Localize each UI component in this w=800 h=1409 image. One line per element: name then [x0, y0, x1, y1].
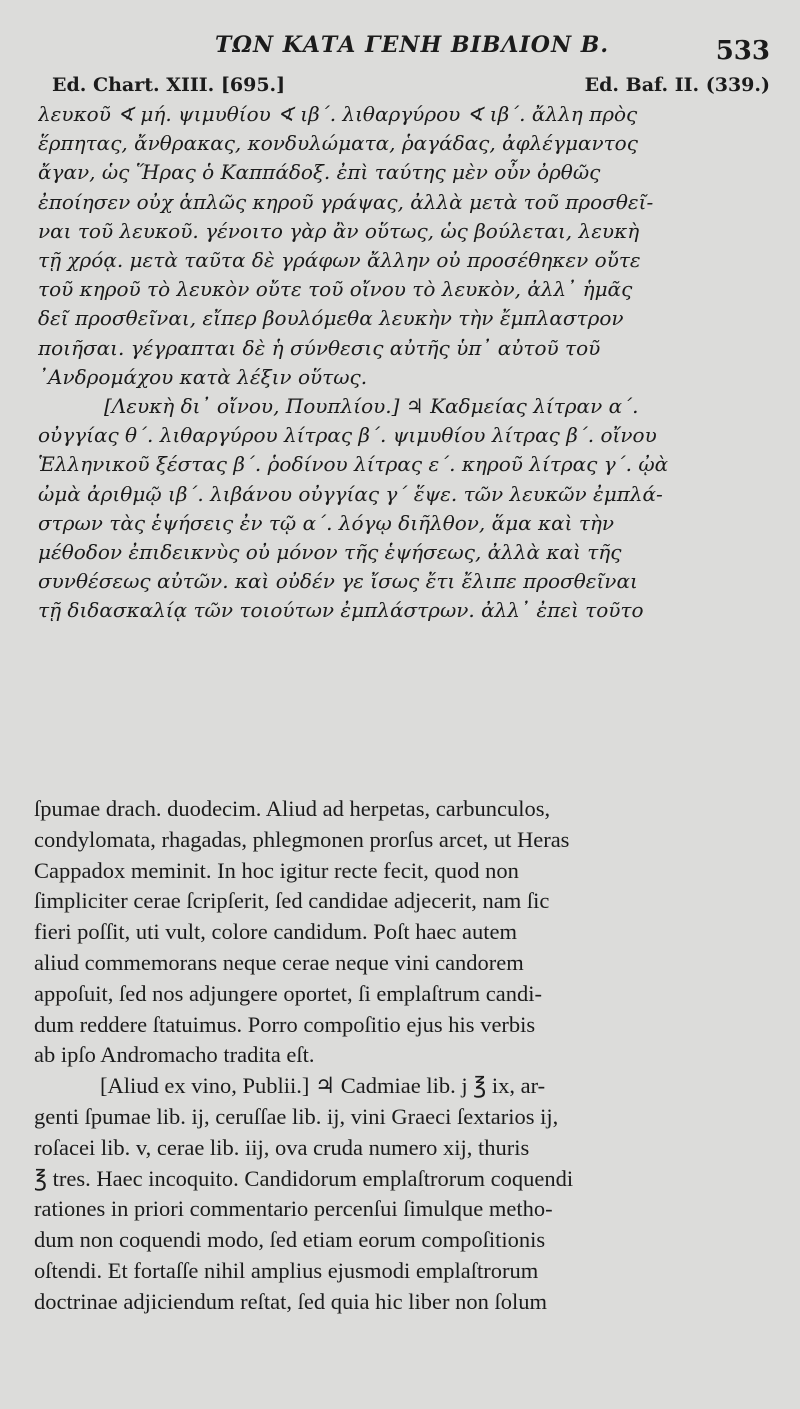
- greek-line: λευκοῦ ∢ μή. ψιμυθίου ∢ ιβ΄. λιθαργύρου ∢ ιβ΄. ἄλλη πρὸς: [38, 102, 638, 126]
- latin-line: roſacei lib. v, cerae lib. iij, ova cruda numero xij, thuris: [34, 1134, 530, 1160]
- latin-line: ſimpliciter cerae ſcripſerit, ſed candidae adjecerit, nam ſic: [34, 888, 550, 914]
- greek-line: Ἑλληνικοῦ ξέστας β΄. ῥοδίνου λίτρας ε΄. κηροῦ λίτρας γ΄. ᾠὰ: [38, 452, 669, 477]
- greek-line: τῇ διδασκαλίᾳ τῶν τοιούτων ἐμπλάστρων. ἀλλ᾽ ἐπεὶ τοῦτο: [38, 598, 644, 623]
- running-head: [0, 30, 800, 70]
- latin-line: oſtendi. Et fortaſſe nihil amplius ejusmodi emplaſtrorum: [34, 1257, 539, 1283]
- greek-line: ᾿Ανδρομάχου κατὰ λέξιν οὕτως.: [38, 364, 368, 389]
- latin-line: Cappadox meminit. In hoc igitur recte fecit, quod non: [34, 857, 519, 883]
- latin-text-block: [34, 794, 770, 1318]
- latin-line: ℥ tres. Haec incoquito. Candidorum emplaſtrorum coquendi: [34, 1165, 574, 1191]
- greek-line: τοῦ κηροῦ τὸ λευκὸν οὔτε τοῦ οἴνου τὸ λευκὸν, ἀλλ᾽ ἡμᾶς: [38, 277, 633, 302]
- greek-line: μέθοδον ἐπιδεικνὺς οὐ μόνον τῆς ἑψήσεως, ἀλλὰ καὶ τῆς: [38, 540, 622, 565]
- greek-line: στρων τὰς ἑψήσεις ἐν τῷ α΄. λόγῳ διῆλθον, ἅμα καὶ τὴν: [38, 510, 615, 535]
- edition-reference-line: [0, 74, 800, 102]
- latin-recipe-heading-line: [Aliud ex vino, Publii.] ♃ Cadmiae lib. j ℥ ix, ar-: [100, 1073, 546, 1099]
- latin-line: dum non coquendi modo, ſed etiam eorum compoſitionis: [34, 1227, 546, 1253]
- running-title: ΤΩΝ ΚΑΤΑ ΓΕΝΗ ΒΙΒΛΙΟΝ Β.: [215, 32, 609, 58]
- greek-line: τῇ χρόᾳ. μετὰ ταῦτα δὲ γράφων ἄλλην οὐ προσέθηκεν οὔτε: [38, 248, 641, 273]
- greek-line: συνθέσεως αὐτῶν. καὶ οὐδέν γε ἴσως ἔτι ἔλιπε προσθεῖναι: [38, 569, 638, 594]
- latin-line: dum reddere ſtatuimus. Porro compoſitio ejus his verbis: [34, 1011, 536, 1037]
- latin-line: genti ſpumae lib. ij, ceruſſae lib. ij, vini Graeci ſextarios ij,: [34, 1103, 559, 1129]
- greek-text-block: [38, 100, 768, 626]
- greek-line: οὐγγίας θ΄. λιθαργύρου λίτρας β΄. ψιμυθίου λίτρας β΄. οἴνου: [38, 423, 657, 448]
- latin-line: ſpumae drach. duodecim. Aliud ad herpetas, carbunculos,: [34, 796, 551, 821]
- greek-line: ἐποίησεν οὐχ ἁπλῶς κηροῦ γράψας, ἀλλὰ μετὰ τοῦ προσθεῖ-: [38, 189, 654, 214]
- greek-line: ἕρπητας, ἄνθρακας, κονδυλώματα, ῥαγάδας, ἀφλέγμαντος: [38, 131, 638, 156]
- latin-line: aliud commemorans neque cerae neque vini candorem: [34, 949, 524, 975]
- greek-line: ποιῆσαι. γέγραπται δὲ ἡ σύνθεσις αὐτῆς ὑπ᾽ αὐτοῦ τοῦ: [38, 335, 601, 360]
- latin-line: appoſuit, ſed nos adjungere oportet, ſi emplaſtrum candi-: [34, 980, 542, 1006]
- latin-line: ab ipſo Andromacho tradita eſt.: [34, 1042, 315, 1068]
- edition-basel-ref: Ed. Baf. II. (339.): [584, 74, 770, 96]
- latin-line: rationes in priori commentario percenſui ſimulque metho-: [34, 1196, 553, 1222]
- greek-line: δεῖ προσθεῖναι, εἴπερ βουλόμεθα λευκὴν τὴν ἔμπλαστρον: [38, 306, 624, 331]
- greek-line: ναι τοῦ λευκοῦ. γένοιτο γὰρ ἂν οὕτως, ὡς βούλεται, λευκὴ: [38, 218, 640, 243]
- greek-line: ὠμὰ ἀριθμῷ ιβ΄. λιβάνου οὐγγίας γ΄ ἕψε. τῶν λευκῶν ἐμπλά-: [38, 481, 663, 506]
- edition-chartier-ref: Ed. Chart. XIII. [695.]: [52, 74, 286, 96]
- latin-line: condylomata, rhagadas, phlegmonen prorſus arcet, ut Heras: [34, 826, 570, 852]
- greek-line: ἄγαν, ὡς Ἥρας ὁ Καππάδοξ. ἐπὶ ταύτης μὲν οὖν ὀρθῶς: [38, 160, 601, 185]
- latin-line: fieri poſſit, uti vult, colore candidum. Poſt haec autem: [34, 919, 518, 945]
- page-number: 533: [715, 36, 770, 66]
- greek-recipe-heading-line: [Λευκὴ δι᾽ οἴνου, Πουπλίου.] ♃ Καδμείας λίτραν α΄.: [104, 394, 639, 419]
- latin-line: doctrinae adjiciendum reſtat, ſed quia hic liber non ſolum: [34, 1288, 547, 1314]
